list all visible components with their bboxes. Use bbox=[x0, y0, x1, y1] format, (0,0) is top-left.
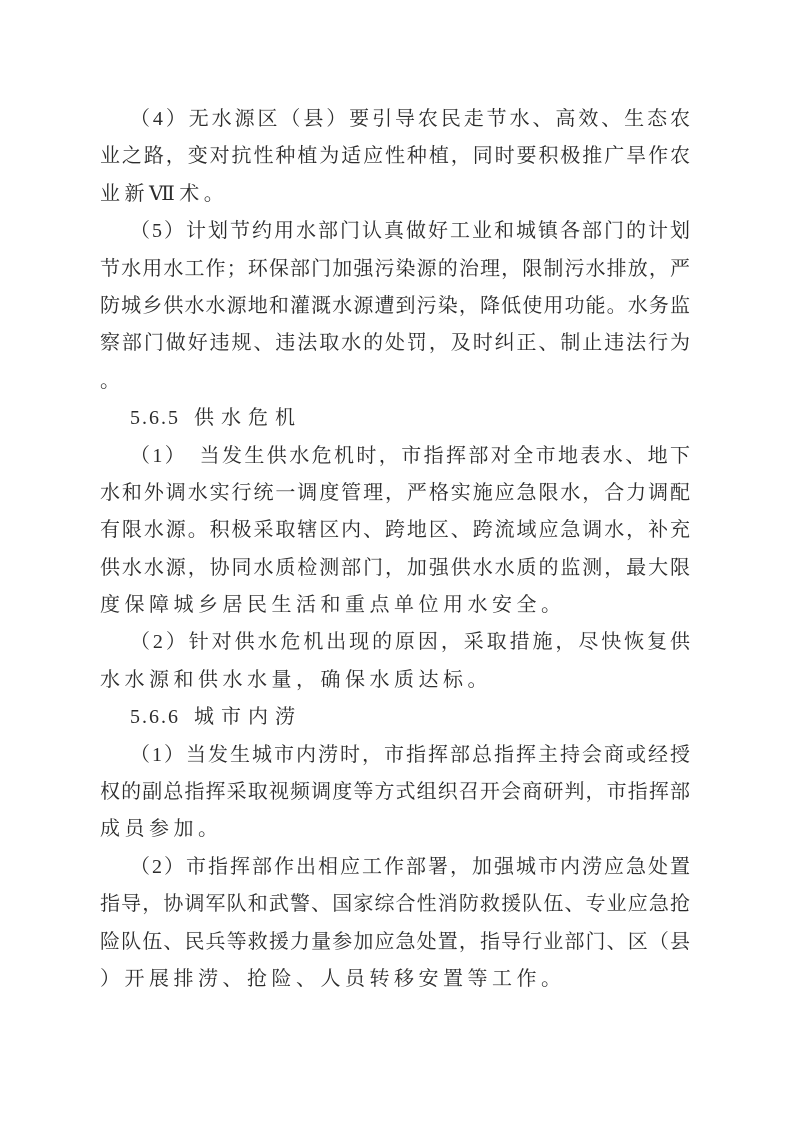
document-line: （4）无水源区（县）要引导农民走节水、高效、生态农 bbox=[130, 108, 690, 130]
document-line: （1）当发生城市内涝时，市指挥部总指挥主持会商或经授 bbox=[130, 743, 690, 766]
document-line: 。 bbox=[100, 369, 125, 392]
document-line: 水水源和供水水量，确保水质达标。 bbox=[100, 668, 492, 691]
document-line: （2）针对供水危机出现的原因，采取措施，尽快恢复供 bbox=[130, 631, 690, 654]
document-line: 度保障城乡居民生活和重点单位用水安全。 bbox=[100, 594, 566, 617]
document-line: 业新Ⅶ术。 bbox=[100, 182, 229, 205]
document-body bbox=[100, 101, 690, 998]
section-number: 5.6.5 bbox=[130, 407, 180, 430]
section-title: 城市内涝 bbox=[194, 706, 302, 729]
document-line: ）开展排涝、抢险、人员转移安置等工作。 bbox=[100, 967, 566, 990]
section-title: 供水危机 bbox=[194, 407, 302, 430]
document-line: 水和外调水实行统一调度管理，严格实施应急限水，合力调配 bbox=[100, 481, 690, 504]
document-line: 有限水源。积极采取辖区内、跨地区、跨流域应急调水，补充 bbox=[100, 519, 690, 542]
document-line: 察部门做好违规、违法取水的处罚，及时纠正、制止违法行为 bbox=[100, 332, 690, 355]
document-line: 权的副总指挥采取视频调度等方式组织召开会商研判，市指挥部 bbox=[100, 781, 690, 804]
document-line: 业之路，变对抗性种植为适应性种植，同时要积极推广旱作农 bbox=[100, 145, 690, 168]
document-line: 险队伍、民兵等救援力量参加应急处置，指导行业部门、区（县 bbox=[100, 930, 690, 953]
section-number: 5.6.6 bbox=[130, 706, 180, 729]
document-line: （1） 当发生供水危机时，市指挥部对全市地表水、地下 bbox=[130, 444, 690, 467]
document-line: （2）市指挥部作出相应工作部署，加强城市内涝应急处置 bbox=[130, 855, 690, 878]
document-line: 防城乡供水水源地和灌溉水源遭到污染，降低使用功能。水务监 bbox=[100, 294, 690, 317]
document-line: 供水水源，协同水质检测部门，加强供水水质的监测，最大限 bbox=[100, 556, 690, 579]
section-heading bbox=[100, 699, 690, 736]
document-line: 节水用水工作；环保部门加强污染源的治理，限制污水排放，严 bbox=[100, 257, 690, 280]
document-line: （5）计划节约用水部门认真做好工业和城镇各部门的计划 bbox=[130, 220, 690, 243]
section-heading bbox=[100, 400, 690, 437]
document-line: 成员参加。 bbox=[100, 818, 223, 841]
document-line: 指导，协调军队和武警、国家综合性消防救援队伍、专业应急抢 bbox=[100, 893, 690, 916]
